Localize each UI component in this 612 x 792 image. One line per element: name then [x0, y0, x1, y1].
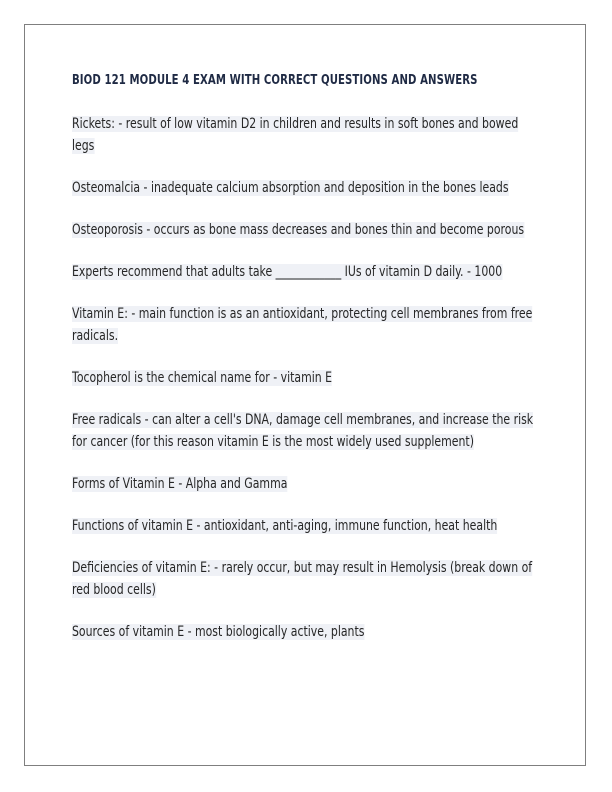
qa-text: Sources of vitamin E - most biologically active, plants — [72, 624, 365, 640]
document-body — [72, 71, 540, 663]
qa-item-tocopherol — [72, 367, 540, 389]
qa-text: Forms of Vitamin E - Alpha and Gamma — [72, 476, 288, 492]
qa-list — [72, 113, 540, 643]
qa-item-vitamin-e — [72, 303, 540, 347]
document-title: BIOD 121 MODULE 4 EXAM WITH CORRECT QUESTIONS AND ANSWERS — [72, 73, 478, 88]
qa-item-functions-vitamin-e — [72, 515, 540, 537]
qa-text: Vitamin E: - main function is as an antioxidant, protecting cell membranes from free radicals. — [72, 306, 533, 344]
qa-item-free-radicals — [72, 409, 540, 453]
qa-text: Functions of vitamin E - antioxidant, anti-aging, immune function, heat health — [72, 518, 498, 534]
qa-text: Tocopherol is the chemical name for - vitamin E — [72, 370, 333, 386]
qa-item-sources-vitamin-e — [72, 621, 540, 643]
qa-item-forms-vitamin-e — [72, 473, 540, 495]
qa-text: Osteomalcia - inadequate calcium absorption and deposition in the bones leads — [72, 180, 509, 196]
qa-item-rickets — [72, 113, 540, 157]
qa-text: Experts recommend that adults take ____________ IUs of vitamin D daily. - 1000 — [72, 264, 503, 280]
qa-text: Free radicals - can alter a cell's DNA, damage cell membranes, and increase the risk for cancer (for this reason vitamin E is the most widely used supplement) — [72, 412, 534, 450]
qa-text: Osteoporosis - occurs as bone mass decreases and bones thin and become porous — [72, 222, 525, 238]
qa-text: Rickets: - result of low vitamin D2 in children and results in soft bones and bowed legs — [72, 116, 519, 154]
qa-item-osteomalcia — [72, 177, 540, 199]
qa-item-osteoporosis — [72, 219, 540, 241]
qa-item-deficiencies-vitamin-e — [72, 557, 540, 601]
qa-text: Deficiencies of vitamin E: - rarely occur, but may result in Hemolysis (break down of red blood cells) — [72, 560, 533, 598]
qa-item-vitamin-d-dose — [72, 261, 540, 283]
